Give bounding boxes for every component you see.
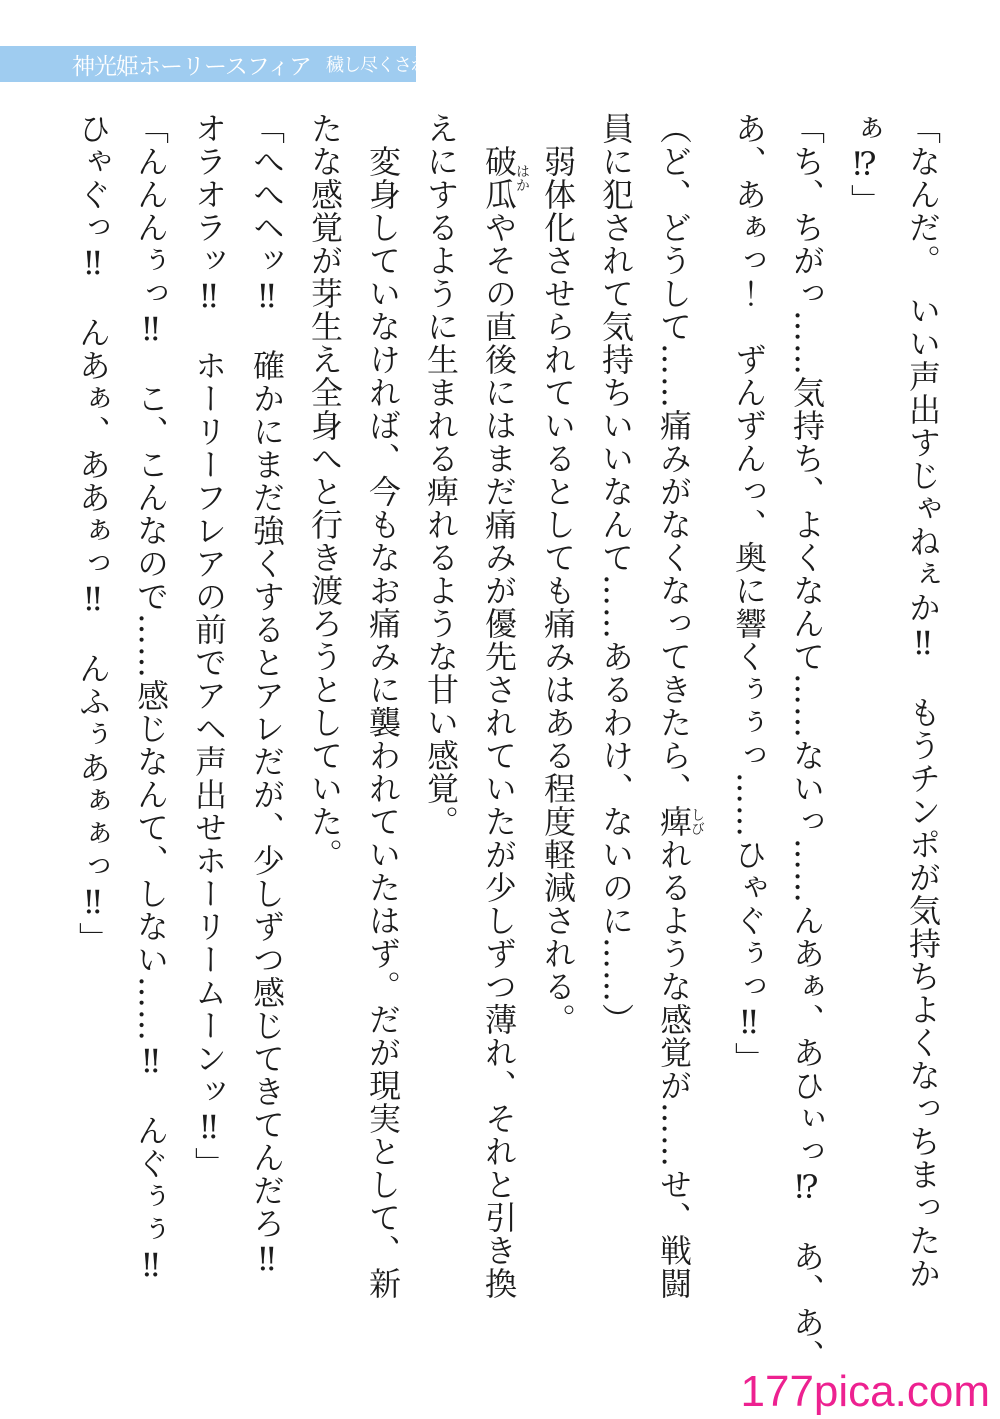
text-line: 「んんんぅっ‼ こ、こんなので……感じなんて、しない……‼ んぐぅぅ‼: [132, 112, 170, 1285]
text-line: 「へへヘッ‼ 確かにまだ強くするとアレだが、少しずつ感じてきてんだろ‼: [248, 112, 286, 1279]
text-line: 「ち、ちがっ……気持ち、よくなんて……ないっ……んあぁ、あひぃっ⁉ あ、あ、: [788, 112, 826, 1372]
text-line: たな感覚が芽生え全身へと行き渡ろうとしていた。: [306, 112, 344, 871]
series-title: 神光姫ホーリースフィア: [72, 53, 312, 80]
chapter-subtitle: 穢し尽くされる正義: [326, 55, 480, 76]
text-line: えにするように生まれる痺れるような甘い感覚。: [422, 112, 460, 838]
text-line: （ど、どうして……痛みがなくなってきたら、痺しびれるような感覚が……せ、戦闘: [655, 112, 705, 1300]
text-line: あ、あぁっ！ ずんずんっ、奥に響くぅぅっ……ひゃぐぅっ‼」: [730, 112, 768, 1075]
text-line: 員に犯されて気持ちいいなんて……あるわけ、ないのに……）: [597, 112, 635, 1036]
text-line: ぁ⁉」: [846, 112, 884, 217]
ruby-annotated-word: 痺しび: [655, 805, 705, 838]
novel-text: [60, 112, 952, 1382]
text-line: 「なんだ。 いい声出すじゃねぇか‼ もうチンポが気持ちよくなっちまったか: [904, 112, 942, 1290]
text-line: オラオラッ‼ ホーリーフレアの前でアヘ声出せホーリームーンッ‼」: [190, 112, 228, 1180]
header-bar: [0, 46, 480, 82]
text-line: ひゃぐっ‼ んあぁ、ああぁっ‼ んふぅあぁぁっ‼」: [74, 112, 112, 955]
watermark: 177pica.com: [740, 1367, 990, 1416]
text-line: 破瓜はかやその直後にはまだ痛みが優先されていたが少しずつ薄れ、それと引き換: [480, 145, 530, 1300]
text-line: 変身していなければ、今もなお痛みに襲われていたはず。だが現実として、新: [364, 112, 402, 1300]
ruby-annotated-word: 破瓜はか: [480, 145, 530, 211]
text-line: 弱体化させられているとしても痛みはある程度軽減される。: [539, 112, 577, 1036]
